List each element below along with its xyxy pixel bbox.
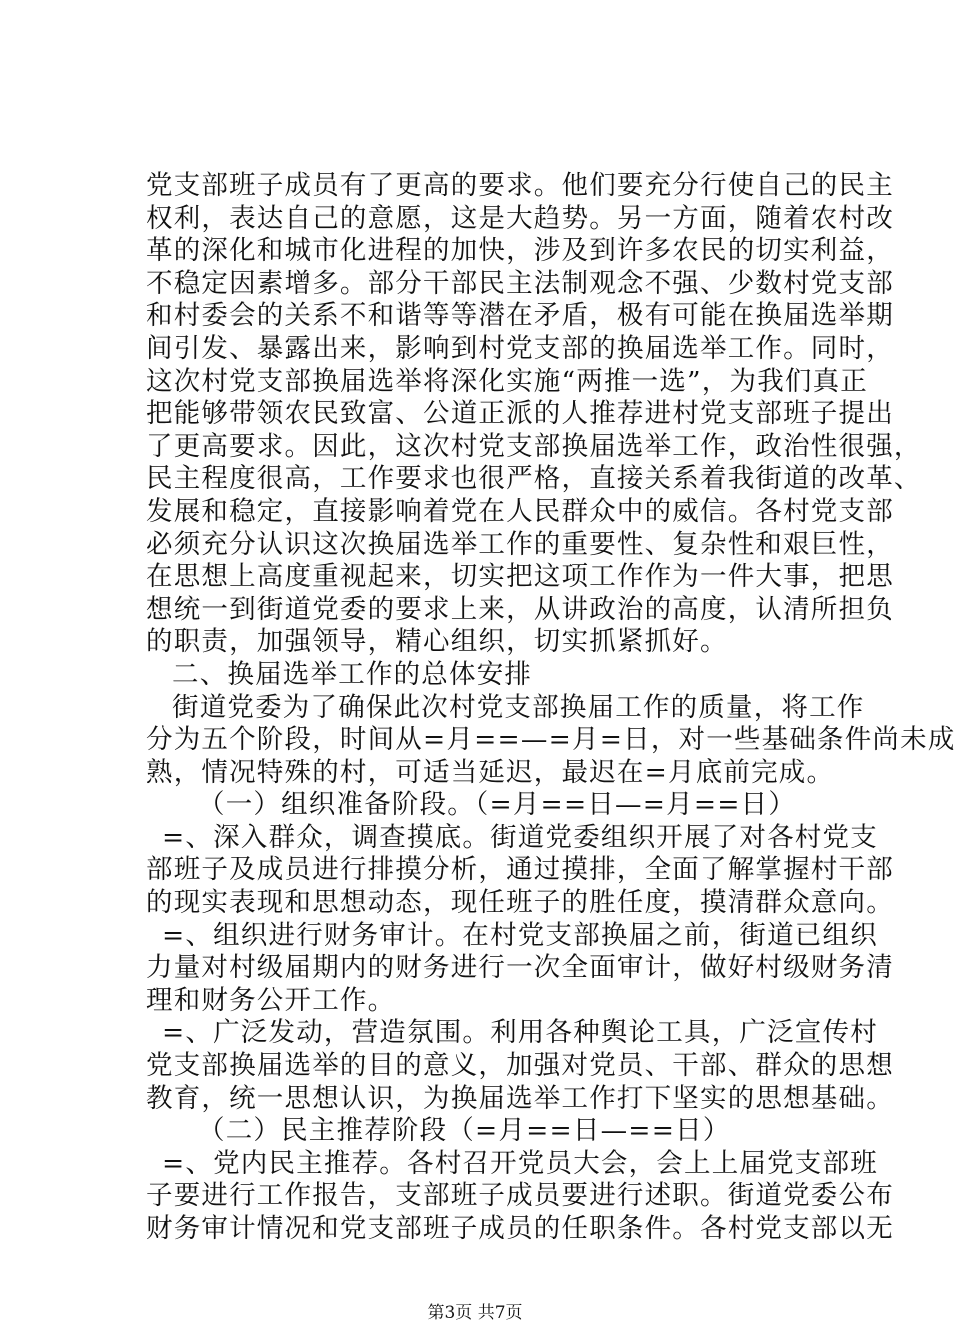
text-line: 党支部班子成员有了更高的要求。他们要充分行使自己的民主 xyxy=(146,170,894,201)
text-line: （二）民主推荐阶段（=月==日—==日） xyxy=(198,1115,731,1147)
text-line: 二、换届选举工作的总体安排 xyxy=(172,658,533,690)
text-line: 财务审计情况和党支部班子成员的任职条件。各村党支部以无 xyxy=(146,1213,894,1244)
text-line: 把能够带领农民致富、公道正派的人推荐进村党支部班子提出 xyxy=(146,398,894,430)
text-line: =、深入群众，调查摸底。街道党委组织开展了对各村党支 xyxy=(162,821,878,853)
text-line: 的职责，加强领导，精心组织，切实抓紧抓好。 xyxy=(146,626,728,658)
text-line: 了更高要求。因此，这次村党支部换届选举工作，政治性很强， xyxy=(146,430,922,462)
text-line: 理和财务公开工作。 xyxy=(146,984,396,1016)
text-line: =、党内民主推荐。各村召开党员大会，会上上届党支部班 xyxy=(162,1147,878,1179)
text-line: 子要进行工作报告，支部班子成员要进行述职。街道党委公布 xyxy=(146,1180,894,1212)
text-line: 必须充分认识这次换届选举工作的重要性、复杂性和艰巨性， xyxy=(146,528,894,560)
document-body xyxy=(146,170,956,1246)
text-line: 力量对村级届期内的财务进行一次全面审计，做好村级财务清 xyxy=(146,952,894,984)
text-line: 民主程度很高，工作要求也很严格，直接关系着我街道的改革、 xyxy=(146,463,922,495)
text-line: 分为五个阶段，时间从=月==—=月=日，对一些基础条件尚未成 xyxy=(146,724,956,756)
text-line: 熟，情况特殊的村，可适当延迟，最迟在=月底前完成。 xyxy=(146,756,835,788)
text-line: （一）组织准备阶段。（=月==日—=月==日） xyxy=(198,789,797,821)
text-line: 部班子及成员进行排摸分析，通过摸排，全面了解掌握村干部 xyxy=(146,854,894,886)
text-line: =、组织进行财务审计。在村党支部换届之前，街道已组织 xyxy=(162,919,878,951)
text-line: 发展和稳定，直接影响着党在人民群众中的威信。各村党支部 xyxy=(146,495,894,527)
text-line: 权利，表达自己的意愿，这是大趋势。另一方面，随着农村改 xyxy=(146,202,894,234)
page-footer: 第3页 共7页 xyxy=(427,1303,523,1323)
text-line: 和村委会的关系不和谐等等潜在矛盾，极有可能在换届选举期 xyxy=(146,300,894,332)
text-line: =、广泛发动，营造氛围。利用各种舆论工具，广泛宣传村 xyxy=(162,1017,878,1049)
text-line: 街道党委为了确保此次村党支部换届工作的质量，将工作 xyxy=(172,691,865,723)
text-line: 想统一到街道党委的要求上来，从讲政治的高度，认清所担负 xyxy=(146,593,894,625)
text-line: 在思想上高度重视起来，切实把这项工作作为一件大事，把思 xyxy=(146,561,894,593)
text-line: 间引发、暴露出来，影响到村党支部的换届选举工作。同时， xyxy=(146,332,894,364)
text-line: 的现实表现和思想动态，现任班子的胜任度，摸清群众意向。 xyxy=(146,887,894,919)
text-line: 党支部换届选举的目的意义，加强对党员、干部、群众的思想 xyxy=(146,1050,894,1082)
text-line: 这次村党支部换届选举将深化实施“两推一选”，为我们真正 xyxy=(146,365,868,397)
text-line: 教育，统一思想认识，为换届选举工作打下坚实的思想基础。 xyxy=(146,1082,894,1114)
text-line: 革的深化和城市化进程的加快，涉及到许多农民的切实利益， xyxy=(146,235,894,267)
text-line: 不稳定因素增多。部分干部民主法制观念不强、少数村党支部 xyxy=(146,267,894,299)
